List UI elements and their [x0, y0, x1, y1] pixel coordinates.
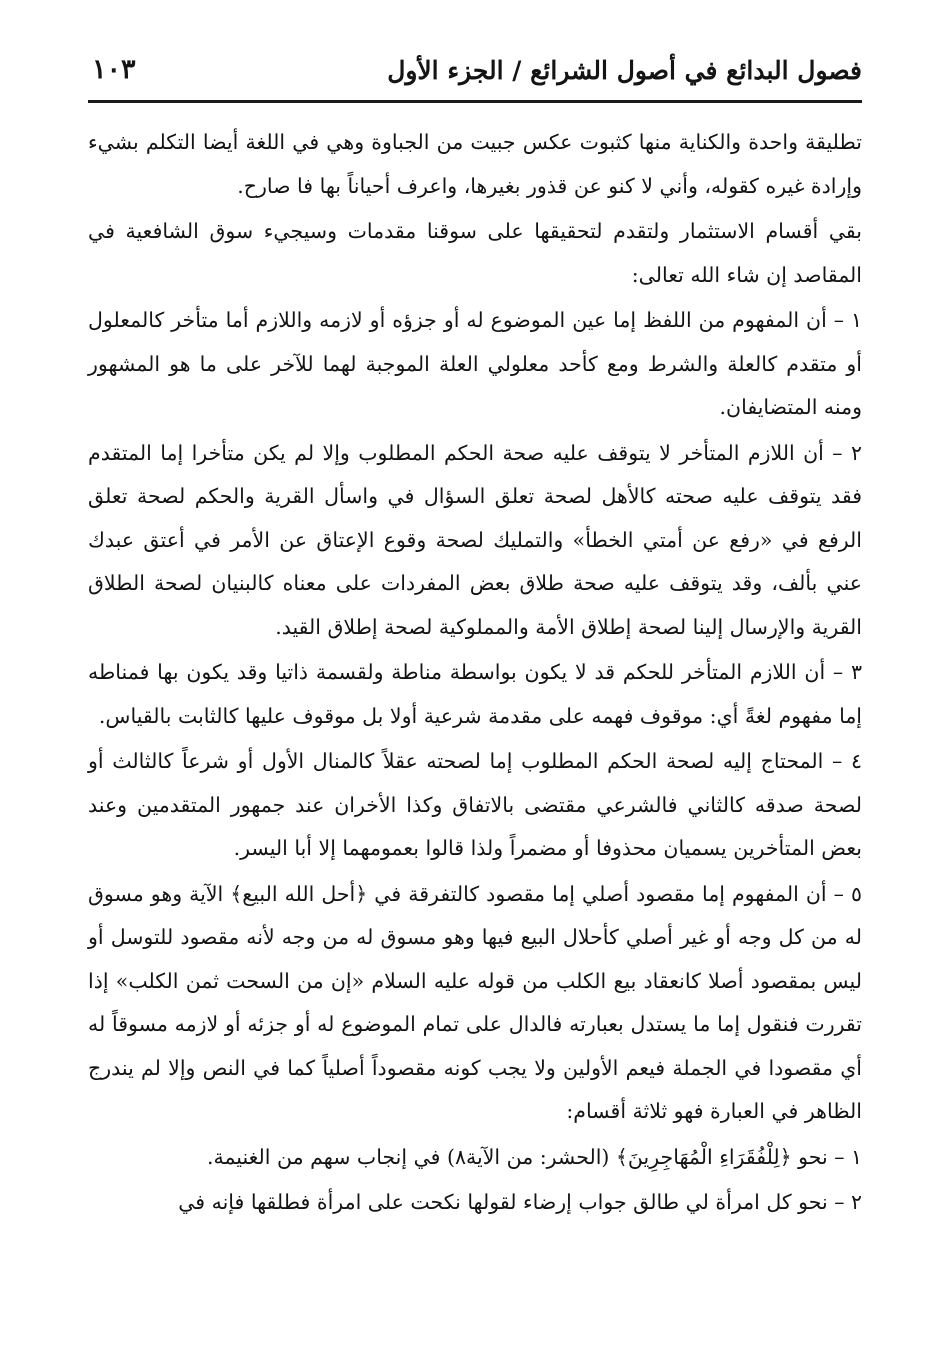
paragraph-premise-1: ١ – أن المفهوم من اللفظ إما عين الموضوع له أو جزؤه أو لازمه واللازم أما متأخر كالمعلول أو متقدم كالعلة والشرط ومع كأحد معلولي العلة الموجبة لهما للآخر على ما هو المشهور ومنه المتضايفان.	[88, 308, 862, 419]
paragraph-premise-3: ٣ – أن اللازم المتأخر للحكم قد لا يكون بواسطة مناطة ولقسمة ذاتيا وقد يكون بها فمناطه إما مفهوم لغةً أي: موقوف فهمه على مقدمة شرعية أولا بل موقوف عليها كالثابت بالقياس.	[88, 660, 862, 728]
book-page	[88, 48, 862, 1348]
paragraph-premise-2: ٢ – أن اللازم المتأخر لا يتوقف عليه صحة الحكم المطلوب وإلا لم يكن متأخرا إما المتقدم فقد يتوقف عليه صحته كالأهل لصحة تعلق السؤال في واسأل القرية والحكم لصحة تعلق الرفع في «رفع عن أمتي الخطأ» والتمليك لصحة وقوع الإعتاق عن الأمر في أعتق عبدك عني بألف، وقد يتوقف عليه صحة طلاق بعض المفردات على معناه كالبنيان لصحة الطلاق القرية والإرسال إلينا لصحة إطلاق الأمة والمملوكية لصحة إطلاق القيد.	[88, 440, 862, 639]
paragraph-division-2: ٢ – نحو كل امرأة لي طالق جواب إرضاء لقولها نكحت على امرأة فطلقها فإنه في	[178, 1190, 862, 1214]
paragraph-premise-5: ٥ – أن المفهوم إما مقصود أصلي إما مقصود كالتفرقة في ﴿أحل الله البيع﴾ الآية وهو مسوق له من كل وجه أو غير أصلي كأحلال البيع فيها وهو مسوق له من وجه لأنه مقصود للتوسل أو ليس بمقصود أصلا كانعقاد بيع الكلب من قوله عليه السلام «إن من السحت ثمن الكلب» إذا تقررت فنقول إما ما يستدل بعبارته فالدال على تمام الموضوع له أو جزئه أو لازمه مسوقاً له أي مقصودا في الجملة فيعم الأولين ولا يجب كونه مقصوداً أصلياً كما في النص وإلا لم يندرج الظاهر في العبارة فهو ثلاثة أقسام:	[88, 881, 862, 1123]
body-text	[88, 121, 862, 1225]
paragraph-premise-4: ٤ – المحتاج إليه لصحة الحكم المطلوب إما لصحته عقلاً كالمنال الأول أو شرعاً كالثالث أو لصحة صدقه كالثاني فالشرعي مقتضى بالاتفاق وكذا الأخران عند جمهور المتقدمين وعند بعض المتأخرين يسميان محذوفا أو مضمراً ولذا قالوا بعمومهما إلا أبا اليسر.	[88, 749, 862, 860]
paragraph-division-1: ١ – نحو ﴿لِلْفُقَرَاءِ الْمُهَاجِرِينَ﴾ (الحشر: من الآية٨) في إنجاب سهم من الغنيمة.	[206, 1144, 862, 1169]
paragraph-intro-continuation: تطليقة واحدة والكناية منها كثبوت عكس جبيت من الجباوة وهي في اللغة أيضا التكلم بشيء وإرادة غيره كقوله، وأني لا كنو عن قذور بغيرها، واعرف أحياناً بها فا صارح.	[88, 130, 862, 198]
running-title: فصول البدائع في أصول الشرائع / الجزء الأول	[387, 56, 862, 85]
page-number: ١٠٣	[92, 54, 136, 85]
paragraph-istithmar-sections: بقي أقسام الاستثمار ولتقدم لتحقيقها على سوقنا مقدمات وسيجيء سوق الشافعية في المقاصد إن شاء الله تعالى:	[88, 219, 862, 287]
page-header	[88, 48, 862, 103]
